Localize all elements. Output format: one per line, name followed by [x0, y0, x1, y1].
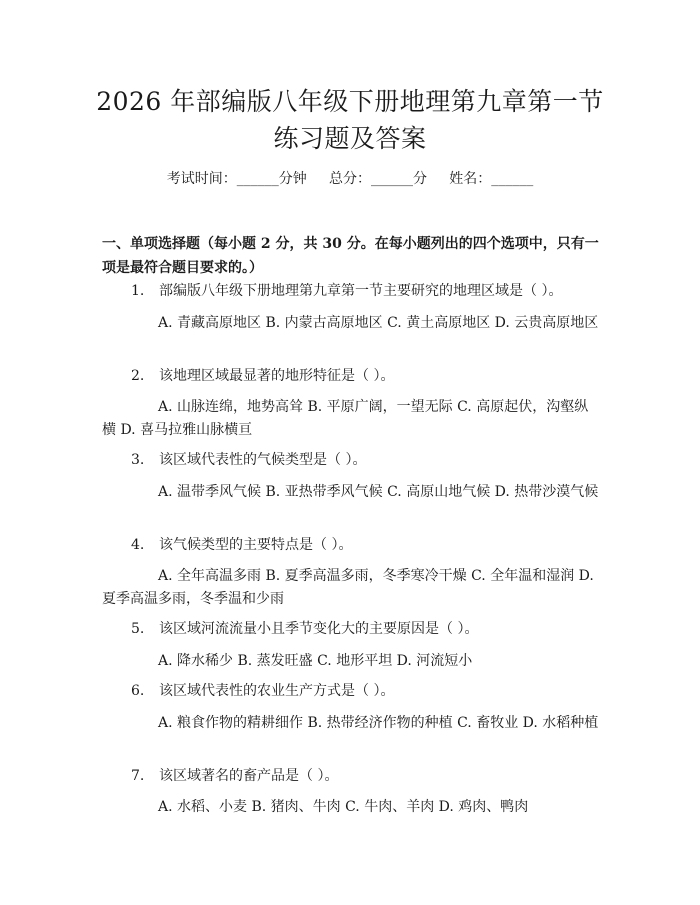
question-number: 6.	[131, 683, 145, 699]
question-text: 该区域著名的畜产品是（ ）。	[159, 768, 339, 784]
options-text: A. 水稻、小麦 B. 猪肉、牛肉 C. 牛肉、羊肉 D. 鸡肉、鸭肉	[158, 799, 529, 815]
question-6	[131, 681, 394, 701]
exam-meta-line: 考试时间：______分钟 总分：______分 姓名：______	[166, 171, 534, 187]
question-number: 7.	[131, 768, 145, 784]
options-text: A. 青藏高原地区 B. 内蒙古高原地区 C. 黄土高原地区 D. 云贵高原地区	[158, 315, 599, 331]
question-number: 3.	[131, 452, 145, 468]
question-4	[131, 535, 352, 555]
options-text: A. 降水稀少 B. 蒸发旺盛 C. 地形平坦 D. 河流短小	[158, 653, 473, 669]
question-text: 部编版八年级下册地理第九章第一节主要研究的地理区域是（ ）。	[159, 283, 563, 299]
question-text: 该区域代表性的农业生产方式是（ ）。	[159, 683, 395, 699]
options-text: A. 粮食作物的精耕细作 B. 热带经济作物的种植 C. 畜牧业 D. 水稻种植	[158, 715, 599, 731]
question-number: 5.	[131, 621, 145, 637]
question-4-options	[102, 565, 602, 611]
question-text: 该区域河流流量小且季节变化大的主要原因是（ ）。	[159, 621, 479, 637]
document-title-line1: 2026 年部编版八年级下册地理第九章第一节	[96, 87, 604, 116]
question-text: 该气候类型的主要特点是（ ）。	[159, 537, 353, 553]
document-title-line2: 练习题及答案	[273, 124, 427, 153]
options-text: A. 山脉连绵，地势高耸 B. 平原广阔，一望无际 C. 高原起伏，沟壑纵横 D. 喜马拉雅山脉横亘	[102, 399, 589, 438]
question-2	[131, 366, 394, 386]
question-3	[131, 450, 366, 470]
question-3-options	[102, 481, 602, 504]
options-text: A. 全年高温多雨 B. 夏季高温多雨，冬季寒冷干燥 C. 全年温和湿润 D. 夏季高温多雨，冬季温和少雨	[102, 568, 594, 607]
question-number: 4.	[131, 537, 145, 553]
question-number: 1.	[131, 283, 145, 299]
question-1	[131, 281, 562, 301]
question-5-options	[102, 650, 602, 673]
question-text: 该区域代表性的气候类型是（ ）。	[159, 452, 367, 468]
section-heading: 一、单项选择题（每小题 2 分，共 30 分。在每小题列出的四个选项中，只有一项是最符合题目要求的。）	[102, 236, 599, 276]
question-7	[131, 766, 338, 786]
question-text: 该地理区域最显著的地形特征是（ ）。	[159, 368, 395, 384]
question-5	[131, 619, 478, 639]
question-1-options	[102, 312, 602, 335]
question-2-options	[102, 396, 602, 442]
question-number: 2.	[131, 368, 145, 384]
options-text: A. 温带季风气候 B. 亚热带季风气候 C. 高原山地气候 D. 热带沙漠气候	[158, 484, 599, 500]
question-7-options	[102, 796, 602, 819]
question-6-options	[102, 712, 602, 735]
